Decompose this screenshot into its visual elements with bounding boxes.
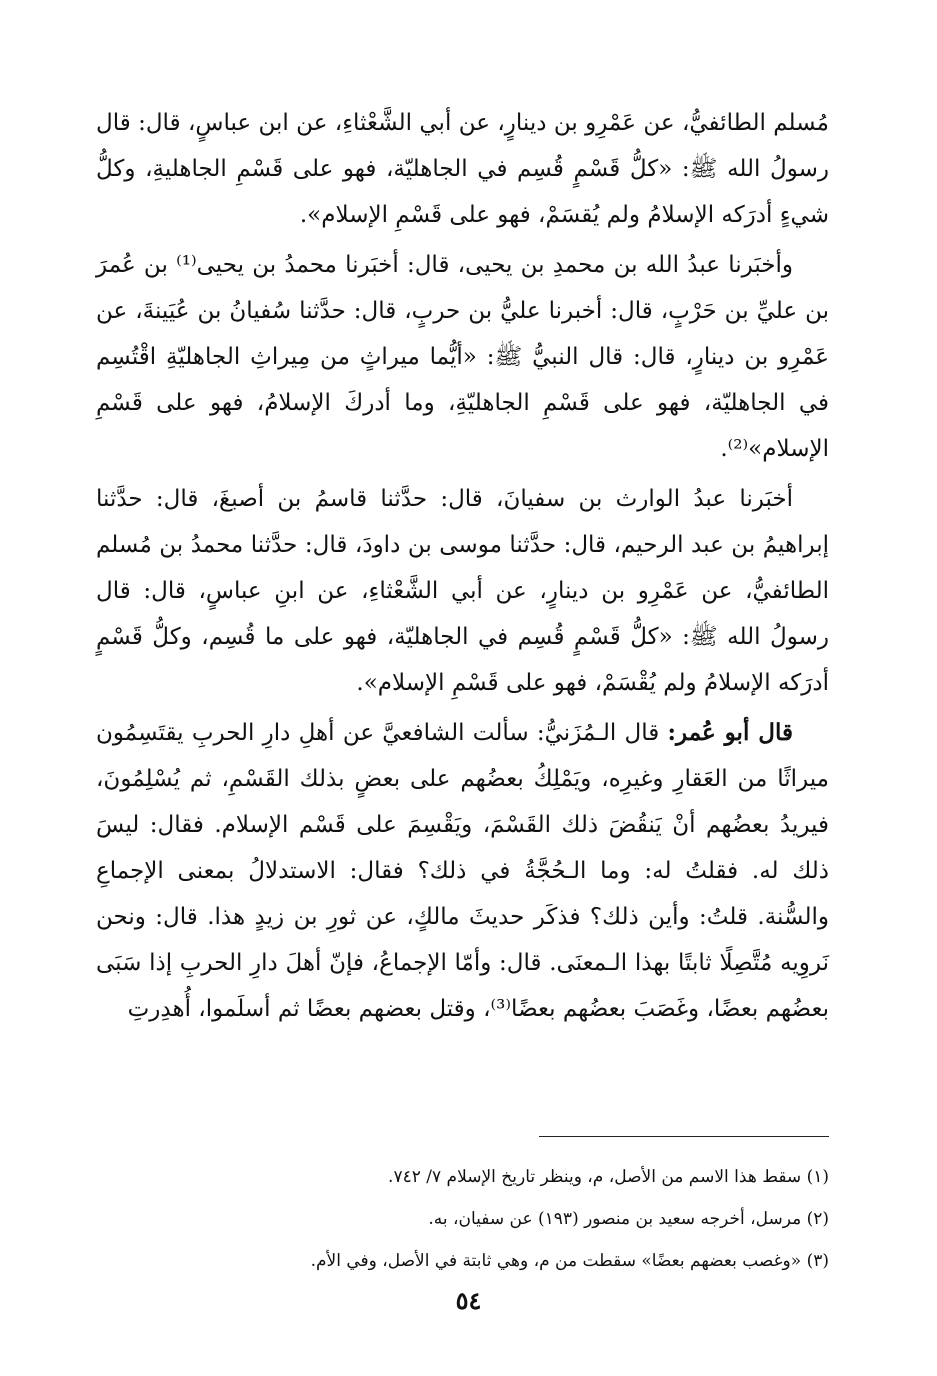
paragraph-4-text: قال الـمُزَنيُّ: سألت الشافعيَّ عن أهلِ دارِ الحربِ يقتَسِمُون ميراثًا من العَقارِ وغيرِه، ويَمْلِكُ بعضُهم على بعضٍ بذلك القَسْمِ، ثم يُسْلِمُونَ، فيريدُ بعضُهم أنْ يَنقُضَ ذلك القَسْمَ، ويَقْسِمَ على قَسْم الإسلام. فقال: ليسَ ذلك له. فقلتُ له: وما الـحُجَّةُ في ذلك؟ فقال: الاستدلالُ بمعنى الإجماعِ والسُّنة. قلتُ: وأين ذلك؟ فذكَر حديثَ مالكٍ، عن ثورِ بن زيدٍ هذا. قال: ونحن نَروِيه مُتَّصِلًا ثابتًا بهذا الـمعنَى. قال: وأمّا الإجماعُ، فإنّ أهلَ دارِ الحربِ إذا سَبَى بعضُهم بعضًا، وغَصَبَ بعضُهم بعضًا⁽³⁾، وقتل بعضهم بعضًا ثم أسلَموا، أُهدِرتِ <box>96 720 829 1022</box>
footnotes <box>96 1156 829 1282</box>
paragraph-2 <box>96 242 829 472</box>
paragraph-3 <box>96 476 829 706</box>
paragraph-3-text: أخبَرنا عبدُ الوارث بن سفيانَ، قال: حدَّثنا قاسمُ بن أصبغَ، قال: حدَّثنا إبراهيمُ بن عبد الرحيم، قال: حدَّثنا موسى بن داودَ، قال: حدَّثنا محمدُ بن مُسلم الطائفيُّ، عن عَمْرِو بن دينارٍ، عن أبي الشَّعْثاءِ، عن ابنِ عباسٍ، قال: قال رسولُ الله ﷺ: «كلُّ قَسْمٍ قُسِم في الجاهليّة، فهو على ما قُسِم، وكلُّ قَسْمٍ أدرَكه الإسلامُ ولم يُقْسَمْ، فهو على قَسْمِ الإسلام». <box>96 486 829 696</box>
footnote-2: (٢) مرسل، أخرجه سعيد بن منصور (١٩٣) عن سفيان، به. <box>428 1209 829 1229</box>
paragraph-1 <box>96 100 829 238</box>
paragraph-1-text: مُسلم الطائفيُّ، عن عَمْرِو بن دينارٍ، عن أبي الشَّعْثاءِ، عن ابن عباسٍ، قال: قال رسولُ الله ﷺ: «كلُّ قَسْمٍ قُسِم في الجاهليّة، فهو على قَسْمِ الجاهليةِ، وكلُّ شيءٍ أدرَكه الإسلامُ ولم يُقسَمْ، فهو على قَسْمِ الإسلام». <box>96 110 829 228</box>
paragraph-2-text: وأخبَرنا عبدُ الله بن محمدِ بن يحيى، قال: أخبَرنا محمدُ بن يحيى⁽¹⁾ بن عُمرَ بن عليِّ بن حَرْبٍ، قال: أخبرنا عليُّ بن حربٍ، قال: حدَّثنا سُفيانُ بن عُيَينةَ، عن عَمْرِو بن دينارٍ، قال: قال النبيُّ ﷺ: «أيُّما ميراثٍ من مِيراثِ الجاهليّةِ اقْتُسِم في الجاهليّة، فهو على قَسْمِ الجاهليّةِ، وما أدركَ الإسلامُ، فهو على قَسْمِ الإسلام»⁽²⁾. <box>96 252 829 462</box>
main-text <box>96 100 829 1036</box>
footnote-1: (١) سقط هذا الاسم من الأصل، م، وينظر تاريخ الإسلام ٧/ ٧٤٢. <box>388 1167 829 1187</box>
paragraph-4 <box>96 710 829 1032</box>
footnote-separator <box>539 1136 829 1137</box>
page-number: ٥٤ <box>455 1286 482 1315</box>
footnote-3: (٣) «وغصب بعضهم بعضًا» سقطت من م، وهي ثابتة في الأصل، وفي الأم. <box>310 1251 829 1271</box>
paragraph-4-lead: قال أبو عُمر: <box>667 719 793 746</box>
